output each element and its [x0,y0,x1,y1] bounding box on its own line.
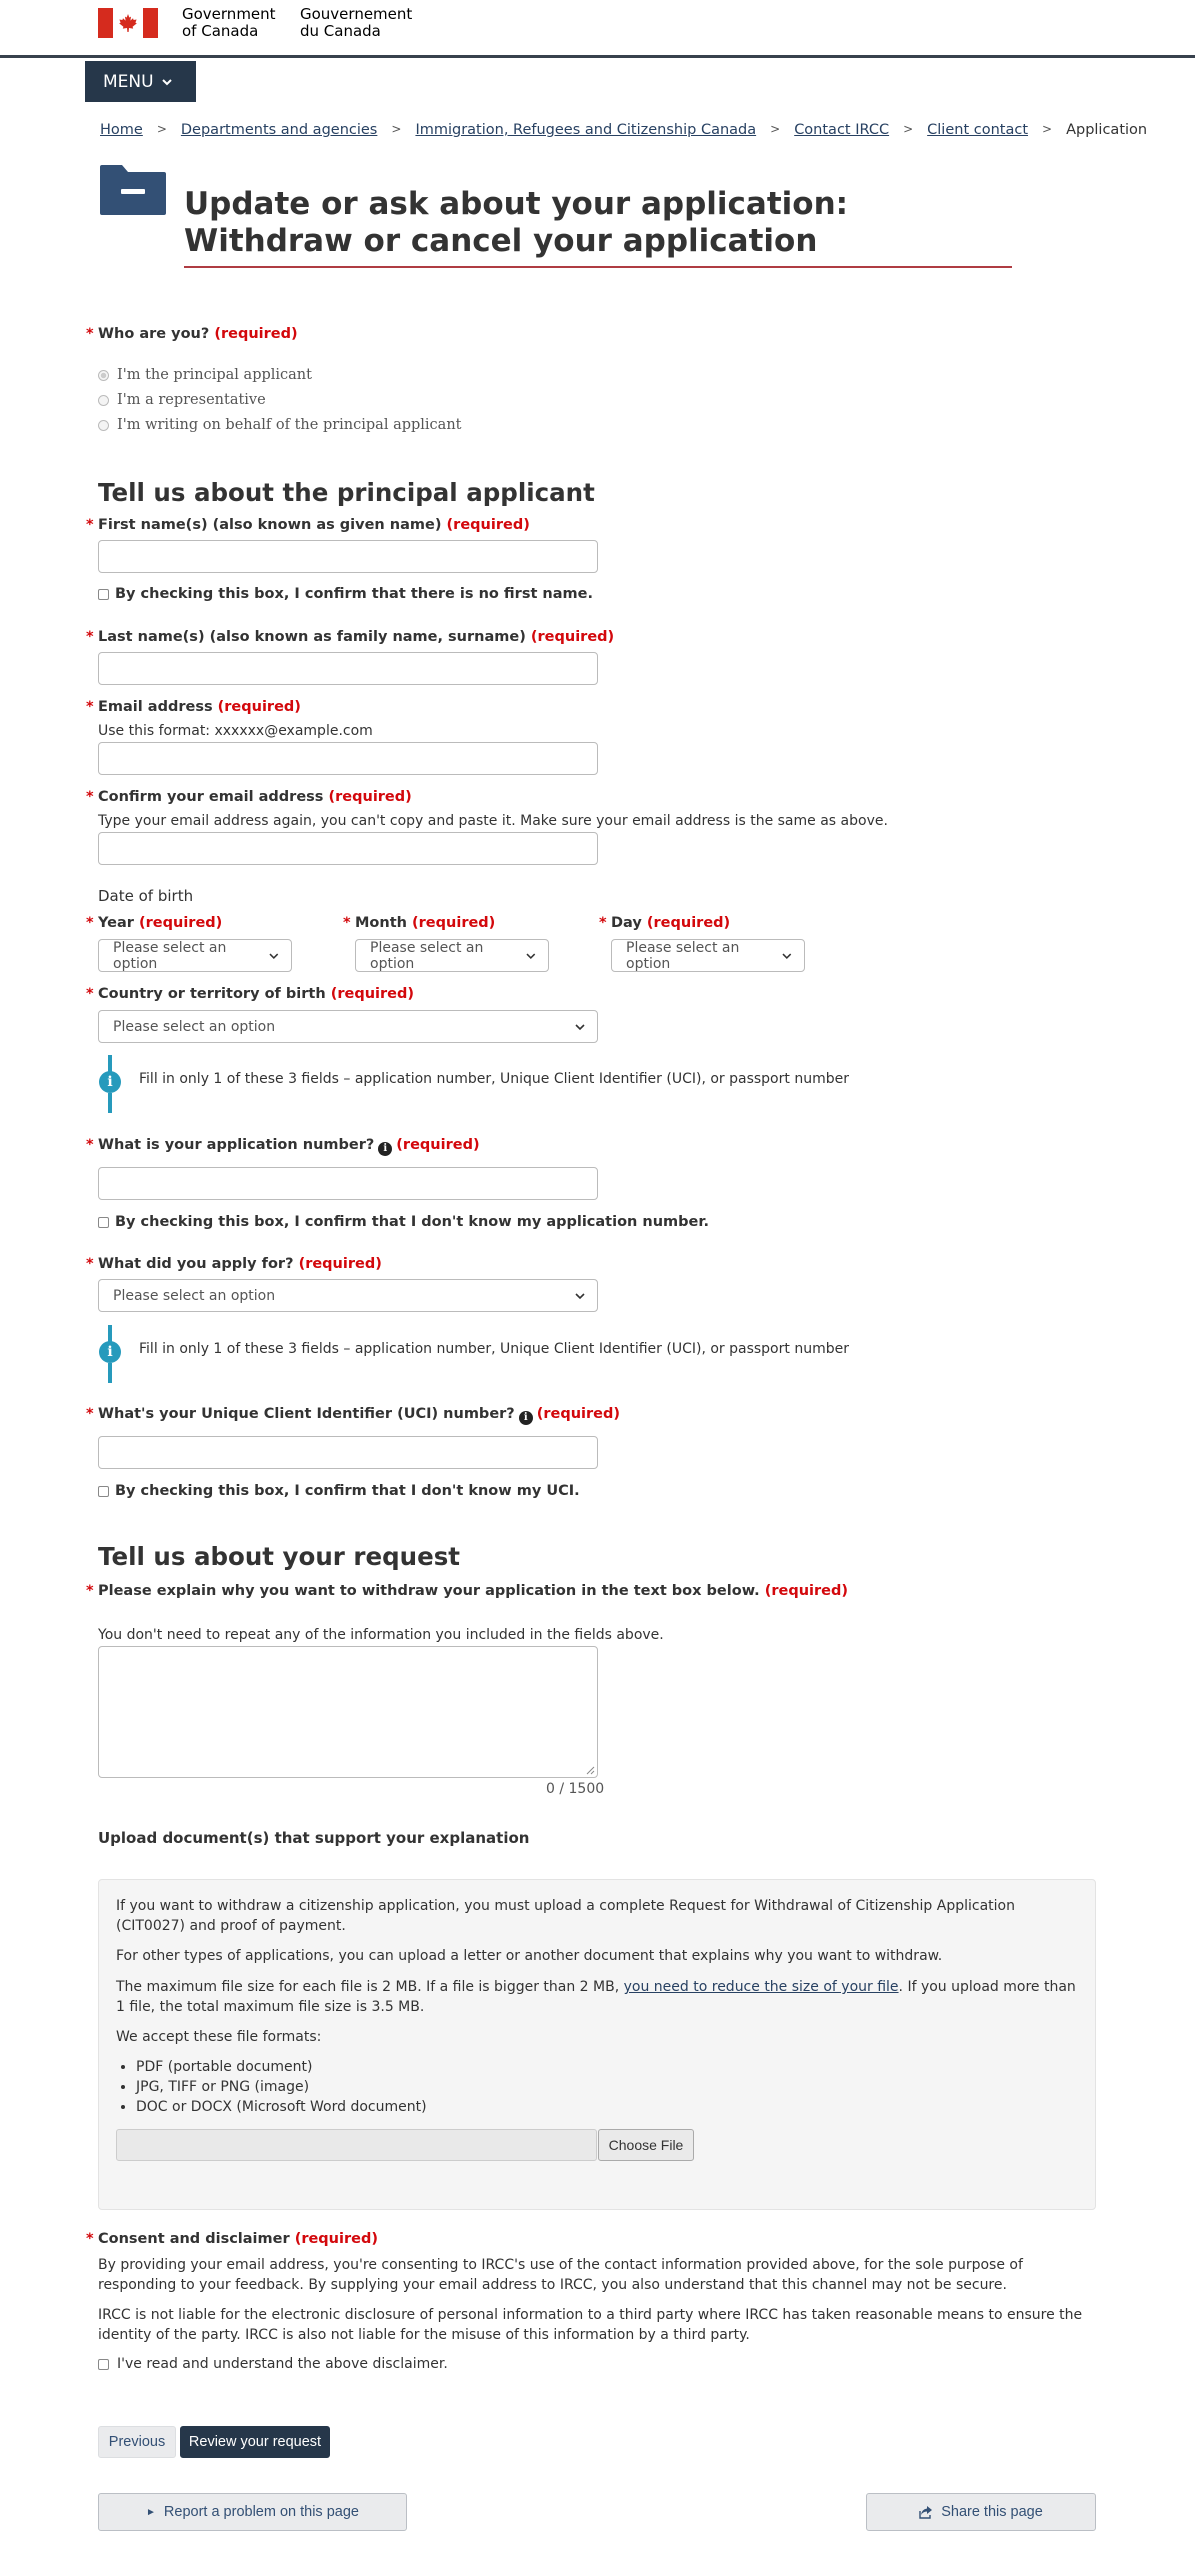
first-name-label-text: First name(s) (also known as given name) [98,517,442,533]
file-name-field[interactable] [116,2129,597,2161]
signature-en-line2: of Canada [182,22,259,40]
dob-legend: Date of birth [98,887,194,905]
required-star: * [86,1137,94,1153]
required-star: * [86,2231,94,2247]
chevron-down-icon [162,77,172,87]
uci-label [86,1406,620,1425]
breadcrumb-ircc[interactable]: Immigration, Refugees and Citizenship Canada [415,122,757,138]
country-label-text: Country or territory of birth [98,986,326,1002]
required-star: * [599,915,607,931]
signature-english [182,6,276,40]
required-text: (required) [646,915,731,931]
checkbox[interactable] [98,1486,109,1497]
chevron-down-icon [269,951,279,961]
page-title: Update or ask about your application: Withdraw or cancel your application [184,186,849,259]
request-section-heading: Tell us about your request [98,1542,460,1571]
chevron-down-icon [575,1291,585,1301]
explain-label-text: Please explain why you want to withdraw your application in the text box below. [98,1583,760,1599]
first-name-label [86,517,530,533]
no-app-number-checkbox-row[interactable] [98,1214,709,1230]
applied-for-label [86,1256,382,1272]
share-page-button[interactable] [866,2493,1096,2531]
required-text: (required) [330,986,414,1002]
share-page-label: Share this page [941,2504,1043,2520]
consent-paragraph-2: IRCC is not liable for the electronic disclosure of personal information to a third party where IRCC has taken reasonable means to ensure the identity of the party. IRCC is also not liable for the misuse of this information by a third party. [98,2307,1083,2343]
required-star: * [343,915,351,931]
title-underline [184,266,1012,268]
share-icon [919,2505,933,2519]
required-text: (required) [764,1583,849,1599]
list-item: • PDF (portable document) [136,2057,427,2077]
consent-paragraph-1: By providing your email address, you're consenting to IRCC's use of the contact information provided above, for the sole purpose of responding to your feedback. By supplying your email address to IRCC, you also understand that this channel may not be secure. [98,2257,1023,2293]
who-are-you-label [86,326,298,342]
email-input[interactable] [98,742,598,775]
review-request-button[interactable]: Review your request [180,2426,330,2458]
chevron-down-icon [526,951,536,961]
required-star: * [86,699,94,715]
checkbox-label: I've read and understand the above disclaimer. [117,2356,448,2372]
dob-year-select[interactable] [98,939,292,972]
maple-leaf-icon [118,13,138,33]
required-text: (required) [139,915,223,931]
required-text: (required) [536,1406,620,1422]
app-number-label-text: What is your application number? [98,1137,375,1153]
required-text: (required) [294,2231,378,2247]
breadcrumb [100,122,1147,138]
upload-panel-paragraph-size [116,1977,1076,2017]
previous-button[interactable]: Previous [98,2426,176,2458]
dob-month-select[interactable] [355,939,549,972]
size-text-b: . If you upload more than 1 file, the total maximum file size is 3.5 MB. [116,1979,1076,2015]
info-circle-icon[interactable]: i [519,1411,533,1425]
canada-flag-logo[interactable] [98,8,158,38]
uci-label-text: What's your Unique Client Identifier (UCI) number? [98,1406,515,1422]
folder-icon [98,163,168,217]
radio-principal-applicant[interactable] [98,367,312,383]
breadcrumb-separator: > [156,122,167,136]
upload-panel [98,1879,1096,2210]
report-problem-label: Report a problem on this page [163,2504,359,2520]
month-label-text: Month [355,915,407,931]
required-text: (required) [530,629,615,645]
signature-french [300,6,412,40]
country-of-birth-select[interactable] [98,1010,598,1043]
required-star: * [86,326,94,342]
year-label-text: Year [98,915,134,931]
no-uci-checkbox-row[interactable] [98,1483,580,1499]
radio-representative[interactable] [98,392,266,408]
checkbox[interactable] [98,1217,109,1228]
explain-label [86,1583,849,1599]
radio-label: I'm a representative [117,392,266,408]
application-number-input[interactable] [98,1167,598,1200]
upload-panel-paragraph-citizenship: If you want to withdraw a citizenship application, you must upload a complete Request for Withdrawal of Citizenship Application (CIT0027) and proof of payment. [116,1898,1015,1934]
breadcrumb-separator: > [1042,122,1053,136]
required-text: (required) [217,699,301,715]
applied-for-label-text: What did you apply for? [98,1256,294,1272]
applied-for-select[interactable] [98,1279,598,1312]
select-value: Please select an option [113,939,227,972]
chevron-down-icon [782,951,792,961]
email-help-text: Use this format: xxxxxx@example.com [98,723,373,739]
info-icon: i [99,1341,121,1363]
required-star: * [86,789,94,805]
signature-fr-line1: Gouvernement [300,5,413,23]
required-star: * [86,629,94,645]
checkbox-label: By checking this box, I confirm that there is no first name. [115,586,593,602]
breadcrumb-separator: > [770,122,781,136]
checkbox[interactable] [98,589,109,600]
confirm-email-label [86,789,412,805]
radio-label: I'm the principal applicant [117,367,312,383]
required-star: * [86,1406,94,1422]
consent-checkbox-row[interactable] [98,2356,448,2372]
required-star: * [86,517,94,533]
signature-en-line1: Government [182,5,276,23]
radio-on-behalf[interactable] [98,417,461,433]
dob-day-select[interactable] [611,939,805,972]
signature-fr-line2: du Canada [300,22,381,40]
chevron-down-icon [575,1022,585,1032]
radio-button[interactable] [98,370,109,381]
email-label-text: Email address [98,699,213,715]
reduce-file-size-link[interactable]: you need to reduce the size of your file [623,1979,899,1995]
required-text: (required) [396,1137,480,1153]
required-star: * [86,986,94,1002]
confirm-email-input[interactable] [98,832,598,865]
radio-label: I'm writing on behalf of the principal applicant [117,417,462,433]
day-label-text: Day [611,915,642,931]
application-number-label [86,1137,480,1156]
menu-button[interactable] [85,61,196,102]
upload-panel-paragraph-other: For other types of applications, you can upload a letter or another document that explains why you want to withdraw. [116,1948,943,1964]
required-text: (required) [214,326,298,342]
size-text-a: The maximum file size for each file is 2 MB. If a file is bigger than 2 MB, [116,1979,624,1995]
breadcrumb-client-contact[interactable]: Client contact [927,122,1029,138]
breadcrumb-home[interactable]: Home [100,122,143,138]
info-icon: i [99,1071,121,1093]
info-note-text: Fill in only 1 of these 3 fields – application number, Unique Client Identifier (UCI), or passport number [139,1341,849,1357]
info-note-text: Fill in only 1 of these 3 fields – application number, Unique Client Identifier (UCI), or passport number [139,1071,849,1087]
radio-button[interactable] [98,395,109,406]
first-name-input[interactable] [98,540,598,573]
select-value: Please select an option [626,939,740,972]
breadcrumb-current: Application [1066,122,1148,138]
applicant-section-heading: Tell us about the principal applicant [98,478,595,507]
uci-input[interactable] [98,1436,598,1469]
dob-year-label [86,915,223,931]
radio-button[interactable] [98,420,109,431]
list-item: • JPG, TIFF or PNG (image) [136,2077,427,2097]
confirm-email-label-text: Confirm your email address [98,789,324,805]
character-counter: 0 / 1500 [546,1781,605,1797]
email-label [86,699,301,715]
required-text: (required) [328,789,412,805]
info-rule-bottom [108,1093,112,1113]
last-name-label-text: Last name(s) (also known as family name, surname) [98,629,526,645]
report-problem-button[interactable] [98,2493,407,2531]
dob-day-label [599,915,731,931]
menu-button-label: MENU [103,71,154,92]
dob-month-label [343,915,496,931]
required-text: (required) [298,1256,382,1272]
required-star: * [86,1256,94,1272]
site-header [0,0,1195,58]
triangle-right-icon: ► [146,2506,156,2518]
choose-file-button[interactable]: Choose File [598,2129,694,2161]
checkbox[interactable] [98,2359,109,2370]
resize-grip-icon[interactable] [585,1765,595,1775]
required-text: (required) [446,517,530,533]
who-label-text: Who are you? [98,326,210,342]
country-of-birth-label [86,986,414,1002]
confirm-email-help-text: Type your email address again, you can't copy and paste it. Make sure your email address is the same as above. [98,813,888,829]
breadcrumb-departments[interactable]: Departments and agencies [180,122,378,138]
breadcrumb-contact-ircc[interactable]: Contact IRCC [794,122,890,138]
breadcrumb-separator: > [903,122,914,136]
select-value: Please select an option [370,939,484,972]
info-circle-icon[interactable]: i [378,1142,392,1156]
no-first-name-checkbox-row[interactable] [98,586,593,602]
info-rule-bottom [108,1363,112,1383]
required-star: * [86,1583,94,1599]
checkbox-label: By checking this box, I confirm that I don't know my application number. [115,1214,709,1230]
formats-intro: We accept these file formats: [116,2029,322,2045]
upload-heading: Upload document(s) that support your explanation [98,1829,530,1847]
explain-help-text: You don't need to repeat any of the information you included in the fields above. [98,1627,664,1643]
last-name-label [86,629,615,645]
consent-label-text: Consent and disclaimer [98,2231,290,2247]
explanation-textarea[interactable] [98,1646,598,1778]
list-item: • DOC or DOCX (Microsoft Word document) [136,2097,427,2117]
file-formats-list [116,2057,427,2117]
select-value: Please select an option [113,1018,276,1035]
select-value: Please select an option [113,1287,276,1304]
required-star: * [86,915,94,931]
breadcrumb-separator: > [391,122,402,136]
last-name-input[interactable] [98,652,598,685]
required-text: (required) [412,915,496,931]
consent-label [86,2231,378,2247]
checkbox-label: By checking this box, I confirm that I don't know my UCI. [115,1483,580,1499]
